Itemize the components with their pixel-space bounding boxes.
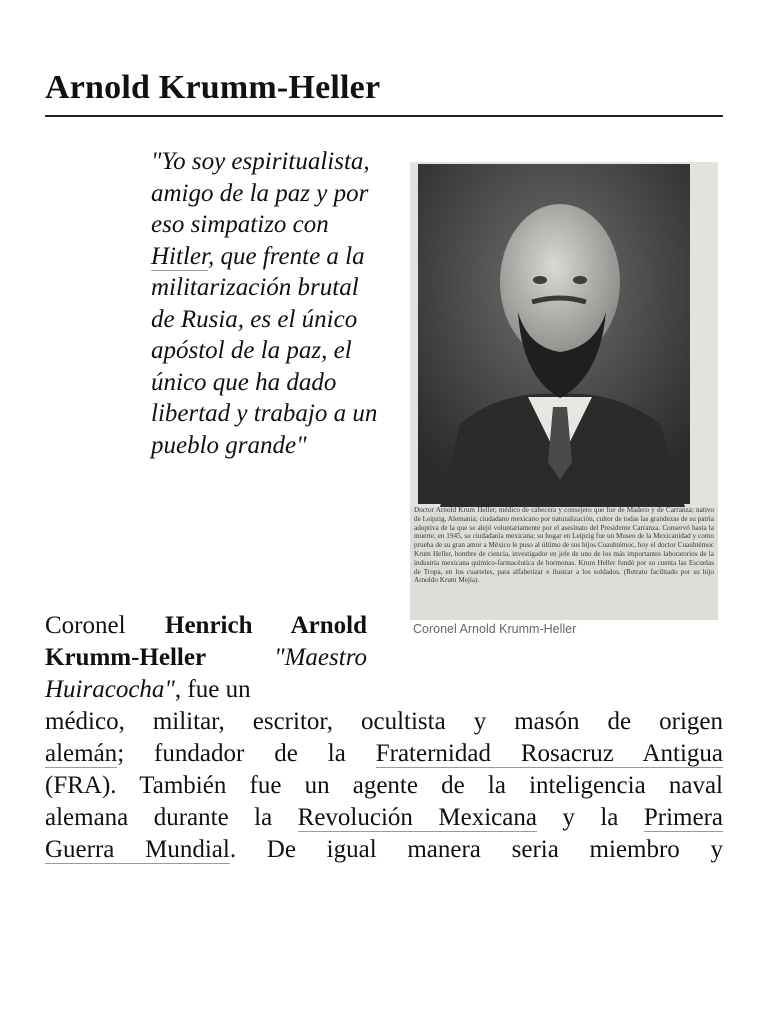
page-title: Arnold Krumm-Heller xyxy=(45,69,381,106)
link-aleman[interactable]: alemán xyxy=(45,740,118,767)
photo-printed-caption: Doctor Arnold Krum Heller, médico de cabecera y consejero que fue de Madero y de Carranza; nativo de Leipzig, Alemania; ciudadano mexicano por naturalización, cultor de todas las grandezas de su patria adoptiva de la que se alejó voluntariamente por el asesinato del Presidente Carranza. Conservó hasta la muerte, en 1945, su ciudadanía mexicana; su hogar en Leipzig fue un Museo de la Mexicanidad y como prueba de su gran amor a México le puso al último de sus hijos Cuauhtémoc, hoy el doctor Cuauhtémoc Krum Heller, hombre de ciencia, investigador en jefe de uno de los más importantes laboratorios de la industria mexicana químico-farmacéutica de hormonas. Krum Heller fundó por su cuenta las Escuelas de Tropa, en los cuarteles, para alfabetizar e ilustrar a los soldados. (Retrato facilitado por su hijo Arnoldo Krum Mejía). xyxy=(414,506,714,585)
body-line-3 xyxy=(45,738,723,770)
link-primera-guerra-mundial-part1[interactable]: Primera xyxy=(643,804,723,831)
portrait-figure[interactable] xyxy=(410,162,718,620)
figure-caption: Coronel Arnold Krumm-Heller xyxy=(413,622,577,636)
body-text-y-la: y la xyxy=(536,804,644,831)
link-fraternidad-rosacruz-antigua[interactable]: Fraternidad Rosacruz Antigua xyxy=(375,740,723,767)
subject-full-name: Henrich Arnold Krumm-Heller xyxy=(45,612,367,671)
link-revolucion-mexicana[interactable]: Revolución Mexicana xyxy=(297,804,537,831)
body-text-alemana: alemana durante la xyxy=(45,804,298,831)
link-primera-guerra-mundial-part2[interactable]: Guerra Mundial xyxy=(45,836,230,863)
subject-alias: "Maestro Huiracocha" xyxy=(45,644,367,703)
body-paragraph-continued xyxy=(45,706,723,866)
link-hitler[interactable]: Hitler xyxy=(151,242,208,270)
body-text-coronel: Coronel xyxy=(45,612,166,639)
quote-text-start: "Yo soy espiritualista, amigo de la paz y por eso simpatizo con xyxy=(151,148,370,238)
body-line-2: médico, militar, escritor, ocultista y masón de origen xyxy=(45,708,723,735)
body-line-5 xyxy=(45,802,723,834)
body-text-fue-un: , fue un xyxy=(174,676,251,703)
body-text-fundador: ; fundador de la xyxy=(117,740,376,767)
portrait-photo xyxy=(410,162,718,507)
body-line-6 xyxy=(45,834,723,866)
quote-text-end: , que frente a la militarización brutal de Rusia, es el único apóstol de la paz, el único que ha dado libertad y trabajo a un pueblo grande" xyxy=(151,242,378,459)
body-line-4: (FRA). También fue un agente de la inteligencia naval xyxy=(45,772,723,799)
body-paragraph-start xyxy=(45,610,367,706)
body-text-end: . De igual manera seria miembro y xyxy=(229,836,723,863)
title-divider xyxy=(45,115,723,117)
epigraph-quote xyxy=(151,146,387,461)
